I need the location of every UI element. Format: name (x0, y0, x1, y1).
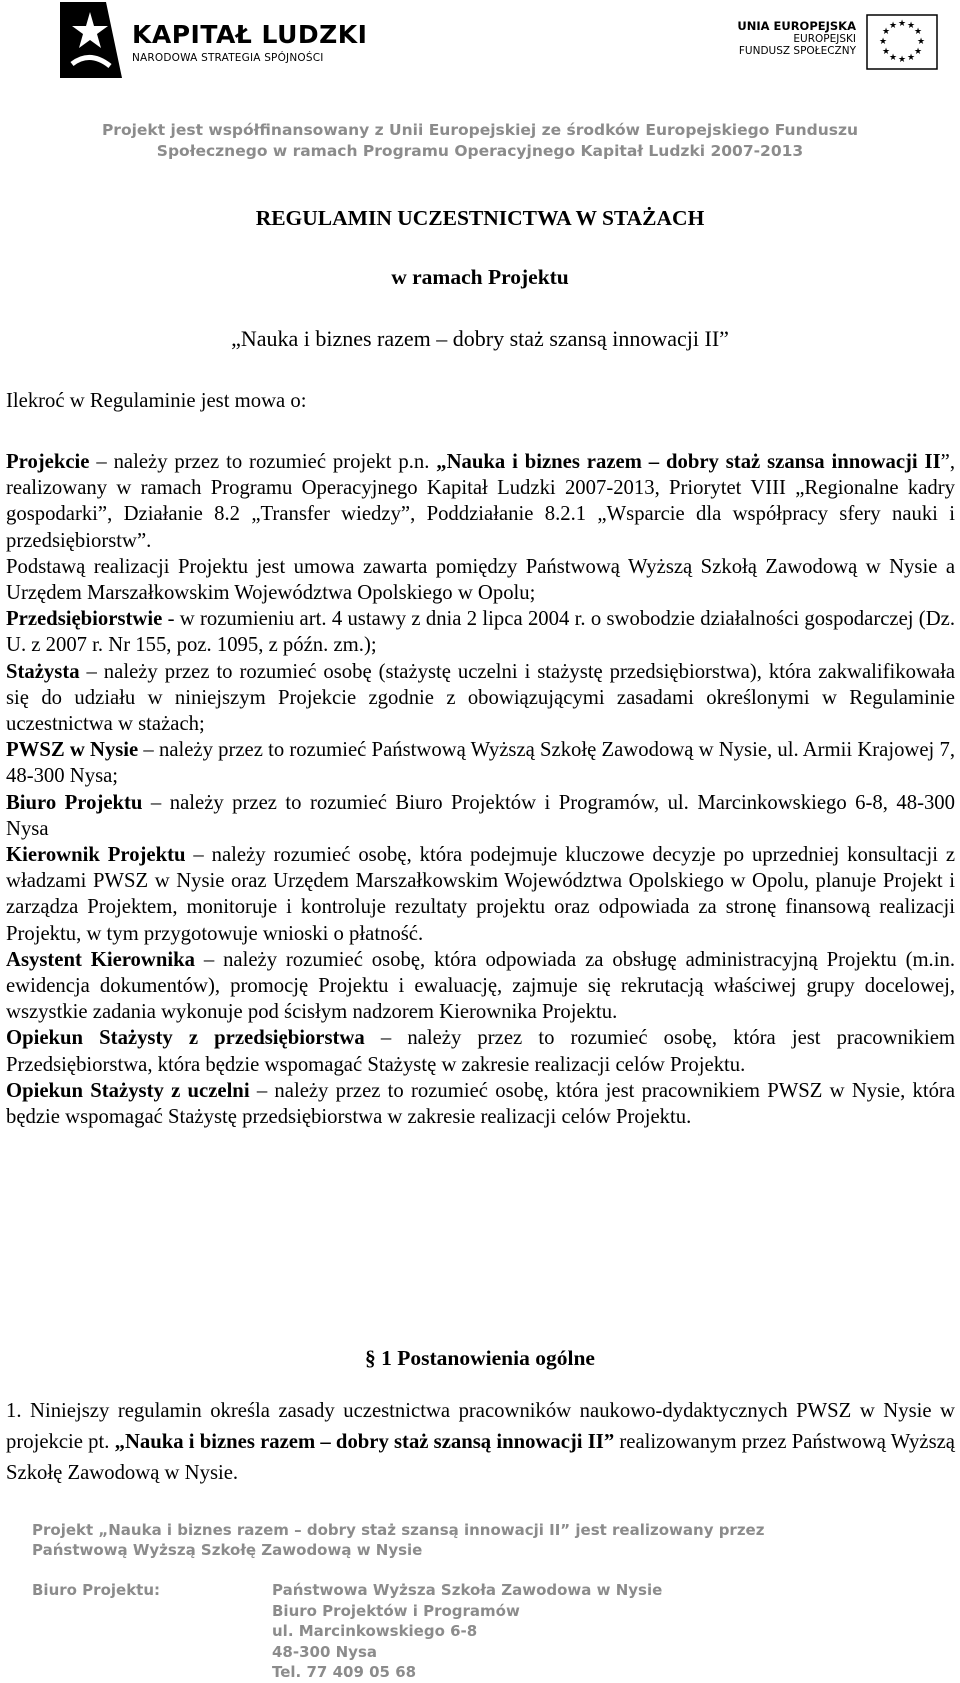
kapital-ludzki-subtitle: NARODOWA STRATEGIA SPÓJNOŚCI (132, 52, 324, 64)
kapital-ludzki-emblem-icon (60, 2, 122, 78)
svg-text:★: ★ (888, 21, 898, 31)
svg-text:★: ★ (906, 21, 916, 31)
svg-text:★: ★ (897, 19, 907, 29)
definition-item: Opiekun Stażysty z przedsiębiorstwa – należy przez to rozumieć osobę, która jest pracownikiem Przedsiębiorstwa, która będzie wspomagać Stażystę w zakresie realizacji celów Projektu. (6, 1027, 956, 1076)
cofinancing-notice (0, 120, 960, 162)
definition-term: PWSZ w Nysie (6, 739, 139, 762)
definition-term: Opiekun Stażysty z uczelni (6, 1079, 250, 1102)
svg-text:★: ★ (878, 37, 888, 47)
definition-text: należy przez to rozumieć Państwową Wyższą Szkołę Zawodową w Nysie, ul. Armii Krajowej 7, 48-300 Nysa; (6, 739, 956, 788)
definition-basis: Podstawą realizacji Projektu jest umowa zawarta pomiędzy Państwową Wyższą Szkołą Zawodową w Nysie a Urzędem Marszałkowskim Województwa Opolskiego w Opolu; (6, 555, 955, 605)
section-paragraph: 1. Niniejszy regulamin określa zasady uczestnictwa pracowników naukowo-dydaktycznych PWSZ w Nysie w projekcie pt. „Nauka i biznes razem – dobry staż szansą innowacji II” realizowanym przez Państwową Wyższą Szkołę Zawodową w Nysie. (6, 1400, 955, 1484)
footer-address-line: ul. Marcinkowskiego 6-8 (272, 1622, 478, 1640)
definition-project-name: „Nauka i biznes razem – dobry staż szansa innowacji II (436, 451, 941, 473)
definition-text: w rozumieniu art. 4 ustawy z dnia 2 lipca 2004 r. o swobodzie działalności gospodarczej (Dz. U. z 2007 r. Nr 155, poz. 1095, z późn. zm.); (6, 608, 955, 657)
eu-logo-text (737, 20, 856, 58)
svg-text:★: ★ (881, 47, 891, 57)
svg-text:★: ★ (897, 55, 907, 65)
svg-text:★: ★ (881, 27, 891, 37)
section-heading: § 1 Postanowienia ogólne (365, 1346, 595, 1370)
eu-flag-icon (866, 14, 938, 70)
definition-item: Kierownik Projektu – należy rozumieć osobę, która podejmuje kluczowe decyzje po uprzedniej konsultacji z władzami PWSZ w Nysie oraz Urzędem Marszałkowskim Województwa Opolskiego w Opolu, planuje Projekt i zarządza Projektem, monitoruje i kontroluje rezultaty projektu oraz odpowiada za stronę finansową realizacji Projektu, w tym przygotowuje wnioski o płatność. (6, 844, 955, 945)
footer-phone: Tel. 77 409 05 68 (272, 1663, 417, 1681)
definition-item: Biuro Projektu – należy przez to rozumieć Biuro Projektów i Programów, ul. Marcinkowskiego 6-8, 48-300 Nysa (6, 791, 955, 840)
definition-term: Asystent Kierownika (6, 948, 195, 971)
eu-logo-line2: EUROPEJSKI (793, 32, 856, 45)
footer-line1: Projekt „Nauka i biznes razem – dobry staż szansą innowacji II” jest realizowany przez (32, 1521, 765, 1539)
svg-text:★: ★ (888, 53, 898, 63)
footer-address-line: Państwowa Wyższa Szkoła Zawodowa w Nysie (272, 1581, 663, 1599)
footer-line2: Państwową Wyższą Szkołę Zawodową w Nysie (32, 1541, 423, 1559)
eu-logo (728, 14, 938, 74)
definitions-list (6, 449, 955, 1130)
cofinancing-line1: Projekt jest współfinansowany z Unii Europejskiej ze środków Europejskiego Funduszu (101, 121, 859, 139)
definition-term: Projekcie (6, 451, 90, 473)
definition-term: Kierownik Projektu (6, 844, 186, 867)
footer-office-label: Biuro Projektu: (32, 1581, 161, 1599)
definition-item: Opiekun Stażysty z uczelni – należy przez to rozumieć osobę, która jest pracownikiem PWSZ w Nysie, która będzie wspomagać Stażystę przedsiębiorstwa w zakresie realizacji celów Projektu. (6, 1079, 956, 1129)
project-name-heading: „Nauka i biznes razem – dobry staż szansą innowacji II” (231, 326, 729, 351)
footer-address-line: 48-300 Nysa (272, 1642, 378, 1661)
definition-item: PWSZ w Nysie – należy przez to rozumieć Państwową Wyższą Szkołę Zawodową w Nysie, ul. Armii Krajowej 7, 48-300 Nysa; (6, 739, 956, 788)
definition-text: należy przez to rozumieć osobę, która jest pracownikiem Przedsiębiorstwa, która będzie wspomagać Stażystę w zakresie realizacji celów Projektu. (6, 1027, 956, 1076)
definition-term: Stażysta (6, 660, 80, 683)
definition-text-after: ”, realizowany w ramach Programu Operacyjnego Kapitał Ludzki 2007-2013, Priorytet VIII „Regionalne kadry gospodarki”, Działanie 8.2 „Transfer wiedzy”, Poddziałanie 8.2.1 „Wsparcie dla współpracy sfery nauki i przedsiębiorstw”. (6, 451, 955, 552)
definition-item: Projekcie – należy przez to rozumieć projekt p.n. „Nauka i biznes razem – dobry staż szansa innowacji II”, realizowany w ramach Programu Operacyjnego Kapitał Ludzki 2007-2013, Priorytet VIII „Regionalne kadry gospodarki”, Działanie 8.2 „Transfer wiedzy”, Poddziałanie 8.2.1 „Wsparcie dla współpracy sfery nauki i przedsiębiorstw”. (6, 451, 955, 552)
definition-text: należy przez to rozumieć osobę (stażystę uczelni i stażystę przedsiębiorstwa), która zakwalifikowała się do udziału w niniejszym Projekcie zgodnie z obowiązującymi zasadami określonymi w Regulaminie uczestnictwa w stażach; (6, 660, 956, 736)
kapital-ludzki-logo (60, 2, 368, 78)
project-name-bold: „Nauka i biznes razem – dobry staż szansą innowacji II” (114, 1431, 615, 1453)
eu-logo-line1: UNIA EUROPEJSKA (737, 19, 856, 33)
definition-text: należy rozumieć osobę, która odpowiada za obsługę administracyjną Projektu (m.in. ewidencja dokumentów), promocję Projektu i ewaluację, zajmuje się rekrutacją właściwej grupy docelowej, wszystkie zadania wykonuje pod ścisłym nadzorem Kierownika Projektu. (6, 948, 955, 1024)
document-subtitle: w ramach Projektu (391, 265, 569, 289)
definition-text: należy przez to rozumieć projekt p.n. (113, 451, 437, 473)
definition-text: należy przez to rozumieć osobę, która jest pracownikiem PWSZ w Nysie, która będzie wspomagać Stażystę przedsiębiorstwa w zakresie realizacji celów Projektu. (6, 1079, 956, 1129)
footer-office-address (272, 1580, 662, 1683)
svg-text:★: ★ (906, 53, 916, 63)
definition-item: Asystent Kierownika – należy rozumieć osobę, która odpowiada za obsługę administracyjną Projektu (m.in. ewidencja dokumentów), promocję Projektu i ewaluację, zajmuje się rekrutacją właściwej grupy docelowej, wszystkie zadania wykonuje pod ścisłym nadzorem Kierownika Projektu. (6, 948, 955, 1024)
eu-logo-line3: FUNDUSZ SPOŁECZNY (738, 45, 856, 57)
cofinancing-line2: Społecznego w ramach Programu Operacyjnego Kapitał Ludzki 2007-2013 (156, 142, 804, 160)
svg-text:★: ★ (916, 37, 926, 47)
definition-item: Przedsiębiorstwie - w rozumieniu art. 4 ustawy z dnia 2 lipca 2004 r. o swobodzie działalności gospodarczej (Dz. U. z 2007 r. Nr 155, poz. 1095, z późn. zm.); (6, 608, 955, 657)
intro-text: Ilekroć w Regulaminie jest mowa o: (6, 390, 307, 412)
definition-term: Biuro Projektu (6, 791, 143, 814)
document-title: REGULAMIN UCZESTNICTWA W STAŻACH (255, 206, 705, 230)
definition-term: Przedsiębiorstwie (6, 608, 163, 631)
svg-text:★: ★ (913, 27, 923, 37)
definition-text: należy rozumieć osobę, która podejmuje kluczowe decyzje po uprzedniej konsultacji z władzami PWSZ w Nysie oraz Urzędem Marszałkowskim Województwa Opolskiego w Opolu, planuje Projekt i zarządza Projektem, monitoruje i kontroluje rezultaty projektu oraz odpowiada za stronę finansową realizacji Projektu, w tym przygotowuje wnioski o płatność. (6, 844, 955, 945)
footer-notice (32, 1520, 764, 1560)
svg-text:★: ★ (913, 47, 923, 57)
definition-term: Opiekun Stażysty z przedsiębiorstwa (6, 1027, 365, 1050)
footer-address-line: Biuro Projektów i Programów (272, 1601, 520, 1620)
definition-text: należy przez to rozumieć Biuro Projektów i Programów, ul. Marcinkowskiego 6-8, 48-300 Nysa (6, 791, 955, 840)
definition-item: Stażysta – należy przez to rozumieć osobę (stażystę uczelni i stażystę przedsiębiorstwa), która zakwalifikowała się do udziału w niniejszym Projekcie zgodnie z obowiązującymi zasadami określonymi w Regulaminie uczestnictwa w stażach; (6, 660, 956, 736)
kapital-ludzki-name: KAPITAŁ LUDZKI (132, 20, 368, 49)
